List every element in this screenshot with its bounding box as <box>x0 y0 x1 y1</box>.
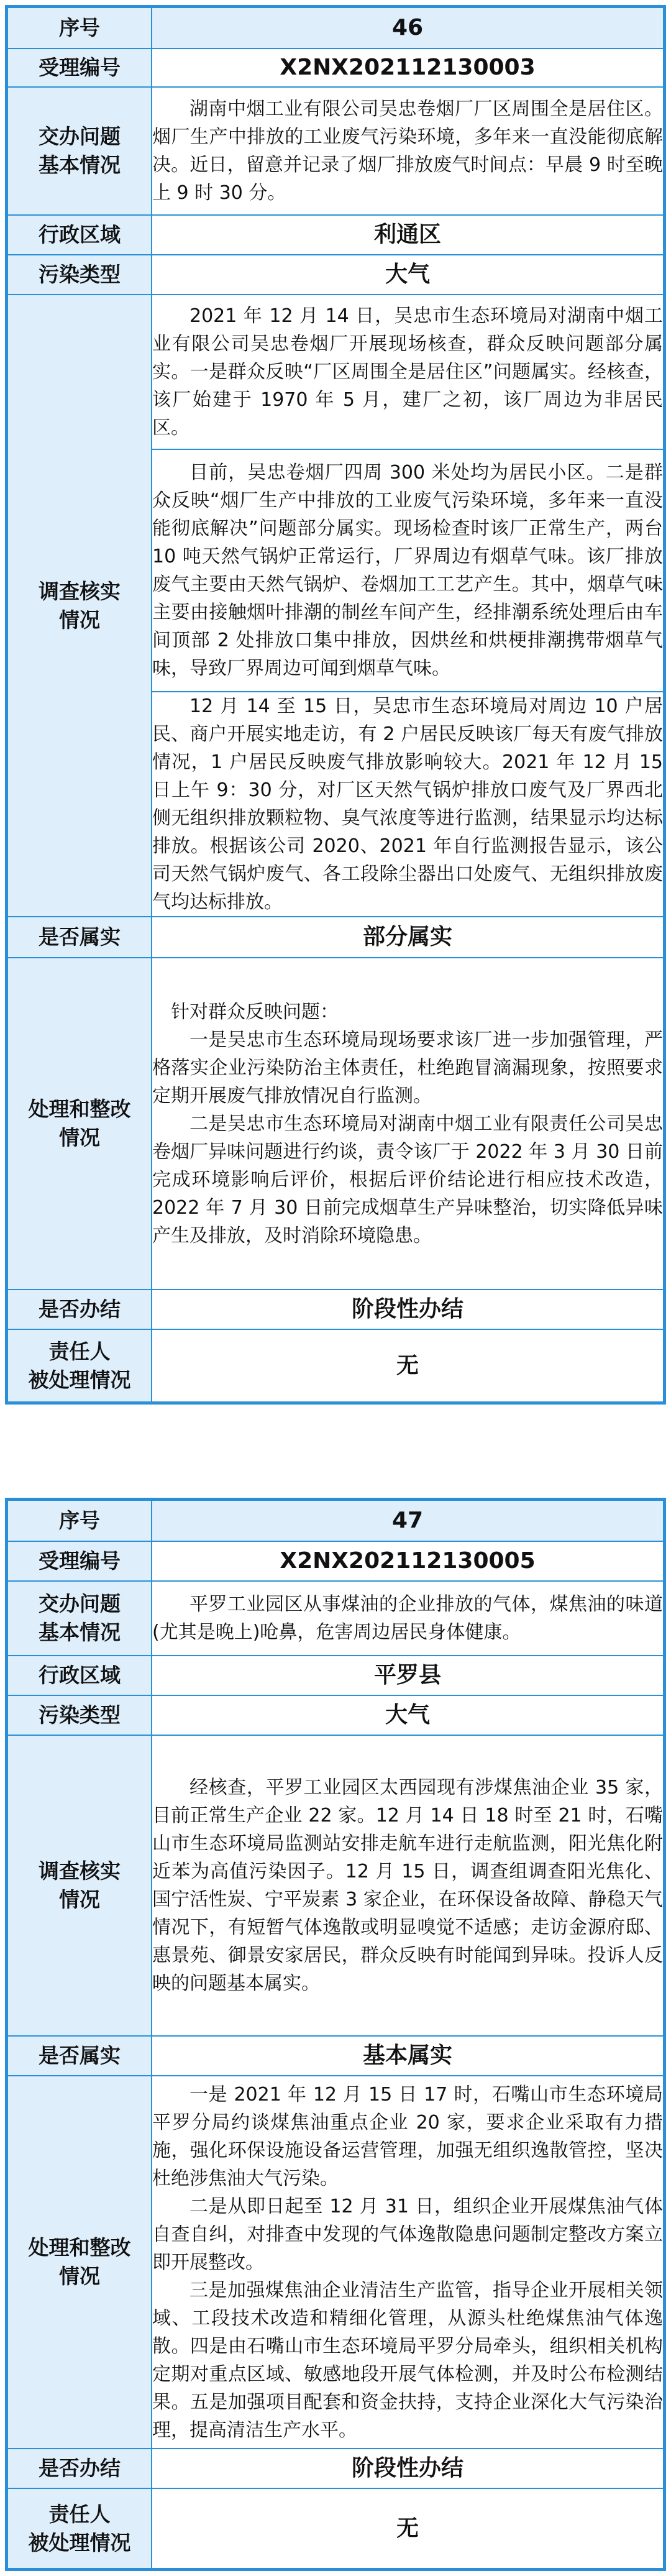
handle-label: 处理和整改 情况 <box>7 2076 152 2449</box>
handle-paragraph: 一是 2021 年 12 月 15 日 17 时，石嘴山市生态环境局平罗分局约谈煤焦油重点企业 20 家，要求企业采取有力措施，强化环保设施设备运营管理，加强无组织逸散管控，坚决杜绝涉焦油大气污染。 <box>152 2083 663 2189</box>
responsible-row <box>7 1329 664 1402</box>
record-table <box>7 7 664 1403</box>
verify-paragraph: 2021 年 12 月 14 日，吴忠市生态环境局对湖南中烟工业有限公司吴忠卷烟厂开展现场核查，群众反映问题部分属实。一是群众反映“厂区周围全是居住区”问题属实。经核查，该厂始建于 1970 年 5 月，建厂之初，该厂周边为非居民区。 <box>152 305 663 439</box>
handle-row <box>7 2076 664 2449</box>
handle-label: 处理和整改 情况 <box>7 958 152 1290</box>
closed-value: 阶段性办结 <box>152 2449 664 2488</box>
true-or-not-row <box>7 2036 664 2076</box>
accept-no-label: 受理编号 <box>7 1541 152 1581</box>
verify-paragraph: 目前，吴忠卷烟厂四周 300 米处均为居民小区。二是群众反映“烟厂生产中排放的工业废气污染环境，多年来一直没能彻底解决”问题部分属实。现场检查时该厂正常生产，两台 10 吨天然气锅炉正常运行，厂界周边有烟草气味。该厂排放废气主要由天然气锅炉、卷烟加工工艺产生。其中，烟草气味主要由接触烟叶排潮的制丝车间产生，经排潮系统处理后由车间顶部 2 处排放口集中排放，因烘丝和烘梗排潮携带烟草气味，导致厂界周边可闻到烟草气味。 <box>152 462 663 679</box>
closed-value: 阶段性办结 <box>152 1290 664 1329</box>
pollution-label: 污染类型 <box>7 1695 152 1735</box>
responsible-value: 无 <box>152 2488 664 2569</box>
region-label: 行政区域 <box>7 1656 152 1695</box>
closed-row <box>7 2449 664 2488</box>
pollution-row <box>7 255 664 295</box>
closed-label: 是否办结 <box>7 1290 152 1329</box>
issue-row <box>7 1581 664 1656</box>
true-or-not-value: 基本属实 <box>152 2036 664 2076</box>
responsible-value: 无 <box>152 1329 664 1402</box>
closed-row <box>7 1290 664 1329</box>
handle-row <box>7 958 664 1290</box>
seq-row <box>7 7 664 48</box>
seq-label: 序号 <box>7 1500 152 1541</box>
region-value: 利通区 <box>152 215 664 255</box>
verify-paragraph: 经核查，平罗工业园区太西园现有涉煤焦油企业 35 家，目前正常生产企业 22 家。12 月 14 日 18 时至 21 时，石嘴山市生态环境局监测站安排走航车进行走航监测，阳光焦化附近苯为高值污染因子。12 月 15 日，调查组调查阳光焦化、国宁活性炭、宁平炭素 3 家企业，在环保设备故障、静稳天气情况下，有短暂气体逸散或明显嗅觉不适感；走访金源府邸、惠景苑、御景安家居民，群众反映有时能闻到异味。投诉人反映的问题基本属实。 <box>152 1777 663 1994</box>
pollution-label: 污染类型 <box>7 255 152 295</box>
handle-paragraph: 一是吴忠市生态环境局现场要求该厂进一步加强管理，严格落实企业污染防治主体责任，杜绝跑冒滴漏现象，按照要求定期开展废气排放情况自行监测。 <box>152 1029 663 1107</box>
issue-text: 湖南中烟工业有限公司吴忠卷烟厂厂区周围全是居住区。烟厂生产中排放的工业废气污染环境，多年来一直没能彻底解决。近日，留意并记录了烟厂排放废气时间点：早晨 9 时至晚上 9 时 30 分。 <box>152 98 663 204</box>
pollution-row <box>7 1695 664 1735</box>
accept-no-value: X2NX202112130003 <box>152 48 664 87</box>
accept-no-row <box>7 48 664 87</box>
verify-paragraph: 12 月 14 至 15 日，吴忠市生态环境局对周边 10 户居民、商户开展实地走访，有 2 户居民反映该厂每天有废气排放情况，1 户居民反映废气排放影响较大。2021 年 12 月 15 日上午 9：30 分，对厂区天然气锅炉排放口废气及厂界西北侧无组织排放颗粒物、臭气浓度等进行监测，结果显示均达标排放。根据该公司 2020、2021 年自行监测报告显示，该公司天然气锅炉废气、各工段除尘器出口处废气、无组织排放废气均达标排放。 <box>152 695 663 913</box>
accept-no-row <box>7 1541 664 1581</box>
record-card-47 <box>5 1498 666 2571</box>
accept-no-value: X2NX202112130005 <box>152 1541 664 1581</box>
closed-label: 是否办结 <box>7 2449 152 2488</box>
verify-row <box>7 295 664 917</box>
record-card-46 <box>5 5 666 1405</box>
true-or-not-label: 是否属实 <box>7 917 152 958</box>
verify-label: 调查核实 情况 <box>7 295 152 917</box>
true-or-not-label: 是否属实 <box>7 2036 152 2076</box>
responsible-row <box>7 2488 664 2569</box>
accept-no-label: 受理编号 <box>7 48 152 87</box>
seq-value: 46 <box>152 7 664 48</box>
handle-paragraph: 三是加强煤焦油企业清洁生产监管，指导企业开展相关领域、工段技术改造和精细化管理，从源头杜绝煤焦油气体逸散。四是由石嘴山市生态环境局平罗分局牵头，组织相关机构定期对重点区域、敏感地段开展气体检测，并及时公布检测结果。五是加强项目配套和资金扶持，支持企业深化大气污染治理，提高清洁生产水平。 <box>152 2279 663 2441</box>
verify-label: 调查核实 情况 <box>7 1735 152 2036</box>
verify-row <box>7 1735 664 2036</box>
responsible-label: 责任人 被处理情况 <box>7 1329 152 1402</box>
region-row <box>7 1656 664 1695</box>
issue-label: 交办问题 基本情况 <box>7 87 152 215</box>
region-row <box>7 215 664 255</box>
handle-paragraph: 针对群众反映问题： <box>171 1001 339 1023</box>
pollution-value: 大气 <box>152 255 664 295</box>
issue-text: 平罗工业园区从事煤油的企业排放的气体，煤焦油的味道(尤其是晚上)呛鼻，危害周边居民身体健康。 <box>152 1593 663 1643</box>
region-value: 平罗县 <box>152 1656 664 1695</box>
issue-row <box>7 87 664 215</box>
record-table <box>7 1500 664 2569</box>
issue-label: 交办问题 基本情况 <box>7 1581 152 1656</box>
seq-row <box>7 1500 664 1541</box>
handle-paragraph: 二是从即日起至 12 月 31 日，组织企业开展煤焦油气体自查自纠，对排查中发现的气体逸散隐患问题制定整改方案立即开展整改。 <box>152 2195 663 2273</box>
true-or-not-value: 部分属实 <box>152 917 664 958</box>
seq-value: 47 <box>152 1500 664 1541</box>
responsible-label: 责任人 被处理情况 <box>7 2488 152 2569</box>
seq-label: 序号 <box>7 7 152 48</box>
region-label: 行政区域 <box>7 215 152 255</box>
pollution-value: 大气 <box>152 1695 664 1735</box>
true-or-not-row <box>7 917 664 958</box>
handle-paragraph: 二是吴忠市生态环境局对湖南中烟工业有限责任公司吴忠卷烟厂异味问题进行约谈，责令该厂于 2022 年 3 月 30 日前完成环境影响后评价，根据后评价结论进行相应技术改造，2022 年 7 月 30 日前完成烟草生产异味整治，切实降低异味产生及排放，及时消除环境隐患。 <box>152 1112 663 1247</box>
